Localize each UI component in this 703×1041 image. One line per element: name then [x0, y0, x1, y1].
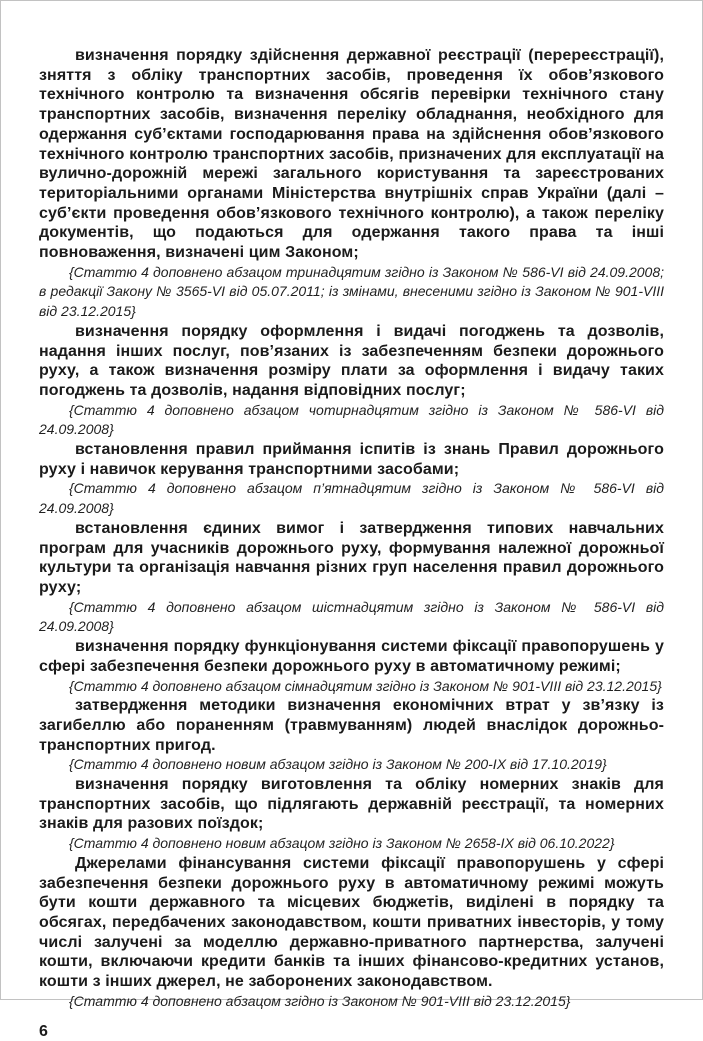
- amendment-note: {Статтю 4 доповнено новим абзацом згідно із Законом № 200-IX від 17.10.2019}: [69, 756, 607, 773]
- amendment-note: {Статтю 4 доповнено абзацом шістнадцятим згідно із Законом № 586-VI від 24.09.2008}: [39, 598, 664, 635]
- amendment-note: {Статтю 4 доповнено абзацом чотирнадцятим згідно із Законом № 586-VI від 24.09.2008}: [39, 401, 664, 438]
- body-paragraph: Джерелами фінансування системи фіксації правопорушень у сфері забезпечення безпеки дорожнього руху в автоматичному режимі можуть бути кошти державного та місцевих бюджетів, виділені в порядку та обсягах, передбачених законодавством, кошти приватних інвесторів, у тому числі залучені за моделлю державно-приватного партнерства, залучені кошти, включаючи кредити банків та інших фінансово-кредитних установ, кошти з інших джерел, не заборонених законодавством.: [39, 854, 664, 991]
- body-paragraph: визначення порядку функціонування системи фіксації правопорушень у сфері забезпечення безпеки дорожнього руху в автоматичному режимі;: [39, 638, 664, 675]
- amendment-note: {Статтю 4 доповнено новим абзацом згідно із Законом № 2658-IX від 06.10.2022}: [69, 835, 615, 852]
- amendment-note: {Статтю 4 доповнено абзацом тринадцятим згідно із Законом № 586-VI від 24.09.2008; в редакції Закону № 3565-VI від 05.07.2011; із змінами, внесеними згідно із Законом № 901-VIII від 23.12.2015}: [39, 263, 664, 320]
- amendment-note: {Статтю 4 доповнено абзацом сімнадцятим згідно із Законом № 901-VIII від 23.12.2015}: [69, 677, 662, 694]
- page-number: 6: [39, 1023, 48, 1041]
- body-paragraph: визначення порядку оформлення і видачі погоджень та дозволів, надання інших послуг, пов’язаних із забезпеченням безпеки дорожнього руху, а також визначення розміру плати за оформлення і видачу таких погоджень та дозволів, надання відповідних послуг;: [39, 322, 664, 399]
- body-paragraph: встановлення єдиних вимог і затвердження типових навчальних програм для учасників дорожнього руху, формування належної дорожньої культури та організація навчання різних груп населення правил дорожнього руху;: [39, 519, 664, 596]
- amendment-note: {Статтю 4 доповнено абзацом згідно із Законом № 901-VIII від 23.12.2015}: [69, 992, 571, 1009]
- body-paragraph: затвердження методики визначення економічних втрат у зв’язку із загибеллю або пораненням (травмуванням) людей внаслідок дорожньо-транспортних пригод.: [39, 697, 664, 754]
- body-paragraph: встановлення правил приймання іспитів із знань Правил дорожнього руху і навичок керування транспортними засобами;: [39, 441, 664, 478]
- body-paragraph: визначення порядку виготовлення та обліку номерних знаків для транспортних засобів, що підлягають державній реєстрації, та номерних знаків для разових поїздок;: [39, 776, 664, 833]
- body-paragraph: визначення порядку здійснення державної реєстрації (перереєстрації), зняття з обліку транспортних засобів, проведення їх обов’язкового технічного контролю та визначення обсягів перевірки технічного стану транспортних засобів, визначення переліку обладнання, необхідного для одержання суб’єктами господарювання права на здійснення обов’язкового технічного контролю транспортних засобів, призначених для експлуатації на вулично-дорожній мережі загального користування та зареєстрованих територіальними органами Міністерства внутрішніх справ України (далі – суб’єкти проведення обов’язкового технічного контролю), а також переліку документів, що подаються для одержання такого права та інші повноваження, визначені цим Законом;: [39, 47, 664, 262]
- amendment-note: {Статтю 4 доповнено абзацом п’ятнадцятим згідно із Законом № 586-VI від 24.09.2008}: [39, 480, 664, 517]
